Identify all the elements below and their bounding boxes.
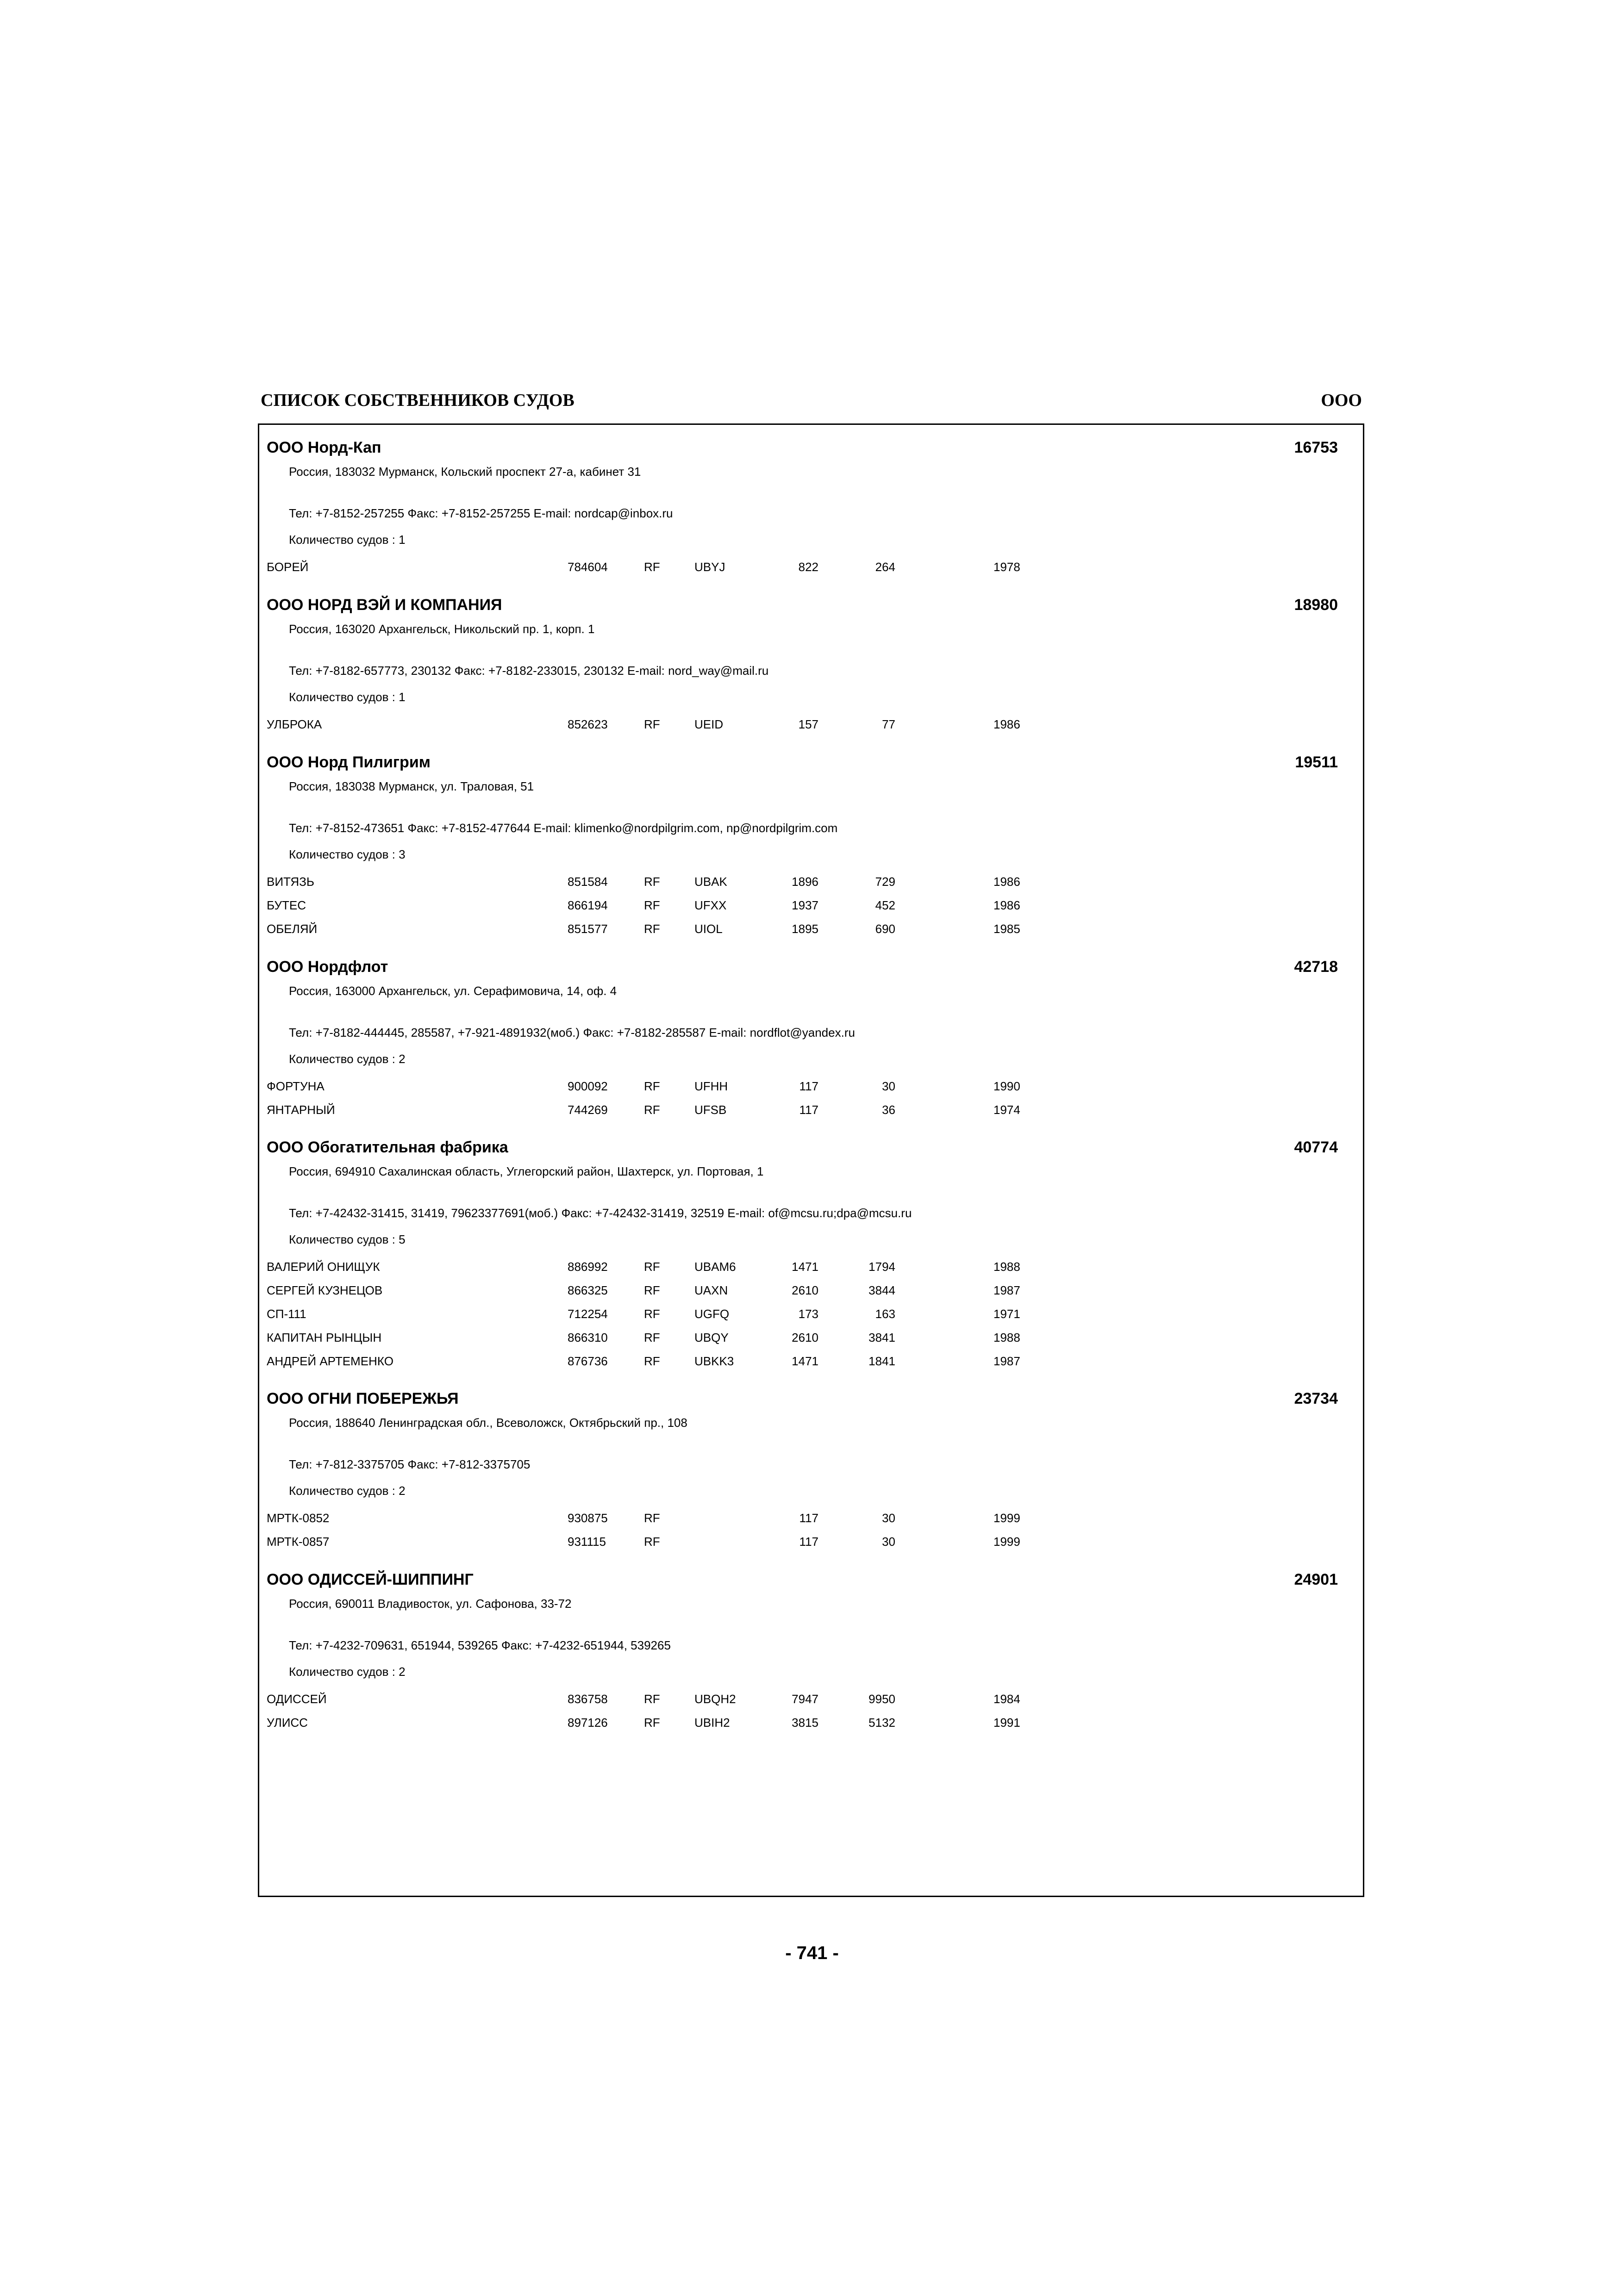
vessel-name: УЛБРОКА [267,717,322,731]
vessel-deadweight: 452 [875,898,895,912]
vessel-imo: 851584 [568,875,608,889]
vessel-gross-tonnage: 822 [798,560,818,574]
vessel-imo: 836758 [568,1692,608,1706]
vessel-flag: RF [644,1307,660,1321]
vessel-callsign: UIOL [694,922,723,936]
vessel-year: 1991 [993,1716,1020,1730]
vessel-deadweight: 729 [875,875,895,889]
section-code: ООО [1321,391,1362,410]
page-number: - 741 - [785,1943,839,1963]
vessel-year: 1984 [993,1692,1020,1706]
vessel-count: Количество судов : 3 [289,847,406,861]
vessel-gross-tonnage: 173 [798,1307,818,1321]
vessel-callsign: UBQH2 [694,1692,736,1706]
vessel-name: ВИТЯЗЬ [267,875,314,889]
vessel-callsign: UFXX [694,898,727,912]
vessel-row [259,1331,1363,1346]
vessel-row [259,1716,1363,1731]
vessel-deadweight: 5132 [868,1716,895,1730]
company-address: Россия, 163020 Архангельск, Никольский пр. 1, корп. 1 [289,622,595,636]
vessel-imo: 852623 [568,717,608,731]
vessel-deadweight: 3844 [868,1283,895,1297]
vessel-imo: 712254 [568,1307,608,1321]
vessel-year: 1988 [993,1331,1020,1344]
company-entry [259,1390,1363,1558]
vessel-flag: RF [644,1079,660,1093]
company-number: 23734 [1294,1390,1338,1407]
vessel-year: 1988 [993,1260,1020,1274]
vessel-row [259,875,1363,890]
company-name: ООО ОДИССЕЙ-ШИППИНГ [267,1571,474,1588]
company-number: 18980 [1294,596,1338,614]
vessel-flag: RF [644,1716,660,1730]
vessel-row [259,1692,1363,1708]
company-name: ООО Обогатительная фабрика [267,1139,508,1156]
vessel-callsign: UFHH [694,1079,728,1093]
company-address: Россия, 183038 Мурманск, ул. Траловая, 51 [289,779,534,793]
vessel-name: БУТЕС [267,898,306,912]
vessel-count: Количество судов : 1 [289,533,406,547]
vessel-callsign: UAXN [694,1283,728,1297]
vessel-imo: 886992 [568,1260,608,1274]
vessel-flag: RF [644,1535,660,1549]
vessel-row [259,1307,1363,1323]
company-address: Россия, 694910 Сахалинская область, Углегорский район, Шахтерск, ул. Портовая, 1 [289,1164,764,1178]
vessel-deadweight: 1794 [868,1260,895,1274]
vessel-callsign: UBQY [694,1331,729,1344]
company-name: ООО НОРД ВЭЙ И КОМПАНИЯ [267,596,502,614]
vessel-year: 1971 [993,1307,1020,1321]
vessel-name: ВАЛЕРИЙ ОНИЩУК [267,1260,380,1274]
page-header [258,390,1364,418]
vessel-deadweight: 30 [882,1079,895,1093]
vessel-row [259,560,1363,576]
vessel-gross-tonnage: 3815 [792,1716,818,1730]
vessel-flag: RF [644,1354,660,1368]
document-title: СПИСОК СОБСТВЕННИКОВ СУДОВ [261,391,575,410]
vessel-year: 1986 [993,898,1020,912]
company-contact: Тел: +7-812-3375705 Факс: +7-812-3375705 [289,1457,531,1471]
company-entry [259,439,1363,584]
vessel-flag: RF [644,898,660,912]
vessel-gross-tonnage: 1896 [792,875,818,889]
company-address: Россия, 690011 Владивосток, ул. Сафонова, 33-72 [289,1597,572,1611]
vessel-deadweight: 30 [882,1511,895,1525]
vessel-gross-tonnage: 7947 [792,1692,818,1706]
vessel-name: БОРЕЙ [267,560,309,574]
vessel-flag: RF [644,1283,660,1297]
vessel-name: ОДИССЕЙ [267,1692,327,1706]
vessel-count: Количество судов : 2 [289,1052,406,1066]
vessel-year: 1990 [993,1079,1020,1093]
vessel-callsign: UEID [694,717,724,731]
vessel-row [259,1354,1363,1370]
vessel-name: МРТК-0857 [267,1535,330,1549]
company-name: ООО Норд Пилигрим [267,753,431,771]
vessel-row [259,922,1363,938]
vessel-flag: RF [644,1511,660,1525]
vessel-gross-tonnage: 1895 [792,922,818,936]
vessel-row [259,898,1363,914]
vessel-row [259,1103,1363,1119]
company-entry [259,753,1363,946]
vessel-deadweight: 3841 [868,1331,895,1344]
vessel-flag: RF [644,1692,660,1706]
vessel-flag: RF [644,1331,660,1344]
vessel-imo: 866325 [568,1283,608,1297]
company-contact: Тел: +7-8152-257255 Факс: +7-8152-257255 E-mail: nordcap@inbox.ru [289,506,673,520]
vessel-deadweight: 163 [875,1307,895,1321]
vessel-imo: 784604 [568,560,608,574]
vessel-row [259,1260,1363,1276]
vessel-row [259,1283,1363,1299]
company-number: 24901 [1294,1571,1338,1588]
company-number: 40774 [1294,1139,1338,1156]
vessel-name: СЕРГЕЙ КУЗНЕЦОВ [267,1283,383,1297]
company-entry [259,958,1363,1126]
vessel-flag: RF [644,1103,660,1117]
vessel-year: 1987 [993,1354,1020,1368]
vessel-gross-tonnage: 1471 [792,1354,818,1368]
vessel-name: СП-111 [267,1307,306,1321]
company-entry [259,596,1363,741]
vessel-imo: 866194 [568,898,608,912]
vessel-gross-tonnage: 1471 [792,1260,818,1274]
vessel-imo: 744269 [568,1103,608,1117]
vessel-deadweight: 9950 [868,1692,895,1706]
vessel-year: 1985 [993,922,1020,936]
vessel-deadweight: 1841 [868,1354,895,1368]
company-number: 16753 [1294,439,1338,456]
vessel-imo: 866310 [568,1331,608,1344]
vessel-year: 1999 [993,1511,1020,1525]
company-contact: Тел: +7-8152-473651 Факс: +7-8152-477644 E-mail: klimenko@nordpilgrim.com, np@nordpilgrim.com [289,821,838,835]
vessel-imo: 876736 [568,1354,608,1368]
vessel-gross-tonnage: 117 [799,1079,818,1093]
vessel-gross-tonnage: 157 [798,717,818,731]
company-name: ООО Норд-Кап [267,439,381,456]
vessel-callsign: UBIH2 [694,1716,730,1730]
vessel-year: 1978 [993,560,1020,574]
vessel-flag: RF [644,560,660,574]
vessel-deadweight: 30 [882,1535,895,1549]
vessel-callsign: UBYJ [694,560,725,574]
vessel-year: 1999 [993,1535,1020,1549]
vessel-count: Количество судов : 5 [289,1232,406,1246]
vessel-name: ФОРТУНА [267,1079,325,1093]
vessel-deadweight: 690 [875,922,895,936]
vessel-count: Количество судов : 2 [289,1484,406,1498]
vessel-deadweight: 36 [882,1103,895,1117]
company-number: 19511 [1295,753,1338,771]
vessel-flag: RF [644,717,660,731]
vessel-imo: 851577 [568,922,608,936]
vessel-name: ЯНТАРНЫЙ [267,1103,335,1117]
vessel-imo: 900092 [568,1079,608,1093]
company-contact: Тел: +7-8182-444445, 285587, +7-921-4891932(моб.) Факс: +7-8182-285587 E-mail: nordflot@yandex.ru [289,1026,855,1039]
company-address: Россия, 163000 Архангельск, ул. Серафимовича, 14, оф. 4 [289,984,617,998]
vessel-count: Количество судов : 2 [289,1665,406,1679]
vessel-deadweight: 264 [875,560,895,574]
company-contact: Тел: +7-4232-709631, 651944, 539265 Факс: +7-4232-651944, 539265 [289,1638,671,1652]
vessel-callsign: UBAM6 [694,1260,736,1274]
vessel-row [259,717,1363,733]
vessel-gross-tonnage: 2610 [792,1283,818,1297]
vessel-year: 1974 [993,1103,1020,1117]
vessel-name: ОБЕЛЯЙ [267,922,318,936]
company-number: 42718 [1294,958,1338,976]
vessel-gross-tonnage: 117 [799,1103,818,1117]
vessel-name: КАПИТАН РЫНЦЫН [267,1331,382,1344]
vessel-imo: 931115 [568,1535,606,1549]
company-contact: Тел: +7-42432-31415, 31419, 79623377691(моб.) Факс: +7-42432-31419, 32519 E-mail: of@mcsu.ru;dpa@mcsu.ru [289,1206,912,1220]
vessel-imo: 930875 [568,1511,608,1525]
vessel-row [259,1079,1363,1095]
vessel-flag: RF [644,922,660,936]
vessel-name: МРТК-0852 [267,1511,330,1525]
vessel-gross-tonnage: 117 [799,1511,818,1525]
vessel-flag: RF [644,875,660,889]
vessel-gross-tonnage: 117 [799,1535,818,1549]
company-address: Россия, 183032 Мурманск, Кольский проспект 27-а, кабинет 31 [289,465,641,479]
company-entry [259,1139,1363,1378]
company-contact: Тел: +7-8182-657773, 230132 Факс: +7-8182-233015, 230132 E-mail: nord_way@mail.ru [289,664,769,678]
vessel-year: 1987 [993,1283,1020,1297]
vessel-callsign: UBAK [694,875,727,889]
company-address: Россия, 188640 Ленинградская обл., Всеволожск, Октябрьский пр., 108 [289,1416,687,1430]
vessel-year: 1986 [993,717,1020,731]
company-name: ООО Нордфлот [267,958,388,976]
vessel-row [259,1535,1363,1550]
vessel-gross-tonnage: 1937 [792,898,818,912]
vessel-row [259,1511,1363,1527]
vessel-callsign: UBKK3 [694,1354,734,1368]
vessel-deadweight: 77 [882,717,895,731]
vessel-count: Количество судов : 1 [289,690,406,704]
vessel-callsign: UGFQ [694,1307,730,1321]
company-entry [259,1571,1363,1739]
company-name: ООО ОГНИ ПОБЕРЕЖЬЯ [267,1390,459,1407]
vessel-imo: 897126 [568,1716,608,1730]
vessel-gross-tonnage: 2610 [792,1331,818,1344]
vessel-year: 1986 [993,875,1020,889]
vessel-name: АНДРЕЙ АРТЕМЕНКО [267,1354,394,1368]
vessel-callsign: UFSB [694,1103,727,1117]
vessel-flag: RF [644,1260,660,1274]
vessel-name: УЛИСС [267,1716,308,1730]
